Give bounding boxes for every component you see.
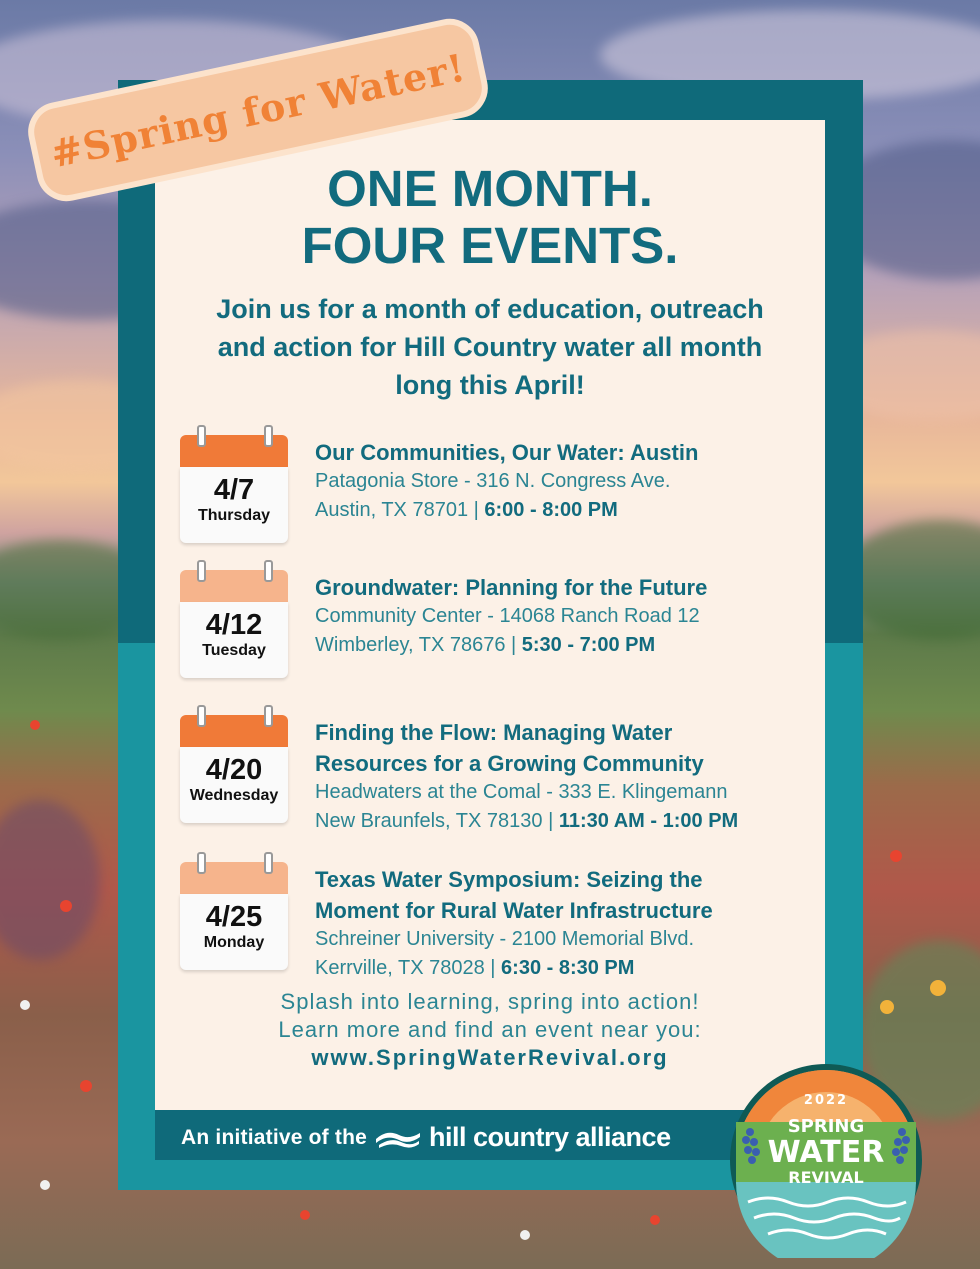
event-title bbox=[315, 572, 815, 603]
event-date: 4/25 bbox=[205, 901, 263, 933]
badge-line-3: REVIVAL bbox=[788, 1168, 864, 1187]
event-venue: Patagonia Store - 316 N. Congress Ave. bbox=[315, 470, 671, 492]
closing-line-1: Splash into learning, spring into action! bbox=[280, 989, 700, 1014]
event-item bbox=[180, 715, 820, 845]
footer-org-name: hill country alliance bbox=[429, 1122, 671, 1152]
event-venue: Headwaters at the Comal - 333 E. Klingemann bbox=[315, 781, 728, 803]
event-title bbox=[315, 437, 815, 468]
page-title bbox=[155, 160, 825, 274]
calendar-icon bbox=[180, 715, 288, 823]
event-title bbox=[315, 717, 815, 779]
calendar-body bbox=[180, 467, 288, 543]
calendar-ring-icon bbox=[264, 852, 273, 874]
calendar-body bbox=[180, 894, 288, 970]
badge-line-1: SPRING bbox=[787, 1116, 865, 1137]
headline-line-2: FOUR EVENTS. bbox=[301, 217, 679, 274]
event-date: 4/7 bbox=[213, 474, 255, 506]
event-city-time: Austin, TX 78701 | 6:00 - 8:00 PM bbox=[315, 499, 618, 521]
event-date: 4/12 bbox=[205, 609, 263, 641]
event-item bbox=[180, 435, 820, 565]
event-city-time: Kerrville, TX 78028 | 6:30 - 8:30 PM bbox=[315, 957, 635, 979]
hands-water-logo-icon bbox=[373, 1125, 423, 1151]
intro-text: Join us for a month of education, outreach and action for Hill Country water all month long this April! bbox=[216, 294, 764, 400]
closing-text bbox=[155, 988, 825, 1072]
calendar-body bbox=[180, 747, 288, 823]
calendar-ring-icon bbox=[197, 560, 206, 582]
event-city: Austin, TX 78701 bbox=[315, 499, 469, 521]
badge-line-2: WATER bbox=[767, 1135, 885, 1170]
event-title-line: Finding the Flow: Managing Water bbox=[315, 720, 673, 745]
calendar-ring-icon bbox=[264, 560, 273, 582]
calendar-icon bbox=[180, 862, 288, 970]
calendar-icon bbox=[180, 435, 288, 543]
event-date: 4/20 bbox=[205, 754, 263, 786]
event-title-line: Groundwater: Planning for the Future bbox=[315, 575, 708, 600]
closing-line-2: Learn more and find an event near you: bbox=[278, 1017, 702, 1042]
headline-line-1: ONE MONTH. bbox=[327, 160, 653, 217]
website-link[interactable]: www.SpringWaterRevival.org bbox=[311, 1045, 669, 1070]
event-title bbox=[315, 864, 815, 926]
event-city-time: Wimberley, TX 78676 | 5:30 - 7:00 PM bbox=[315, 634, 656, 656]
event-item bbox=[180, 862, 820, 992]
event-venue: Community Center - 14068 Ranch Road 12 bbox=[315, 605, 700, 627]
calendar-ring-icon bbox=[197, 425, 206, 447]
event-title-line: Moment for Rural Water Infrastructure bbox=[315, 898, 713, 923]
tag-text: #Spring for Water! bbox=[46, 44, 470, 176]
footer-prefix: An initiative of the bbox=[181, 1125, 368, 1149]
event-city: New Braunfels, TX 78130 bbox=[315, 810, 549, 832]
calendar-body bbox=[180, 602, 288, 678]
event-city: Kerrville, TX 78028 bbox=[315, 957, 485, 979]
event-time: 6:00 - 8:00 PM bbox=[484, 499, 618, 521]
calendar-ring-icon bbox=[264, 705, 273, 727]
spring-water-revival-badge bbox=[728, 1062, 924, 1258]
event-day: Tuesday bbox=[202, 642, 266, 659]
event-item bbox=[180, 570, 820, 700]
badge-year: 2022 bbox=[803, 1093, 849, 1108]
event-day: Monday bbox=[203, 934, 265, 951]
calendar-icon bbox=[180, 570, 288, 678]
event-city: Wimberley, TX 78676 bbox=[315, 634, 506, 656]
calendar-ring-icon bbox=[197, 852, 206, 874]
footer-credit bbox=[181, 1122, 671, 1153]
calendar-ring-icon bbox=[264, 425, 273, 447]
event-title-line: Our Communities, Our Water: Austin bbox=[315, 440, 699, 465]
event-time: 11:30 AM - 1:00 PM bbox=[558, 810, 739, 832]
event-day: Wednesday bbox=[189, 787, 279, 804]
event-venue: Schreiner University - 2100 Memorial Blvd. bbox=[315, 928, 695, 950]
event-title-line: Texas Water Symposium: Seizing the bbox=[315, 867, 703, 892]
event-time: 5:30 - 7:00 PM bbox=[521, 634, 656, 656]
event-day: Thursday bbox=[197, 507, 270, 524]
event-city-time: New Braunfels, TX 78130 | 11:30 AM - 1:00 PM bbox=[315, 810, 739, 832]
calendar-ring-icon bbox=[197, 705, 206, 727]
event-title-line: Resources for a Growing Community bbox=[315, 751, 704, 776]
event-time: 6:30 - 8:30 PM bbox=[501, 957, 635, 979]
